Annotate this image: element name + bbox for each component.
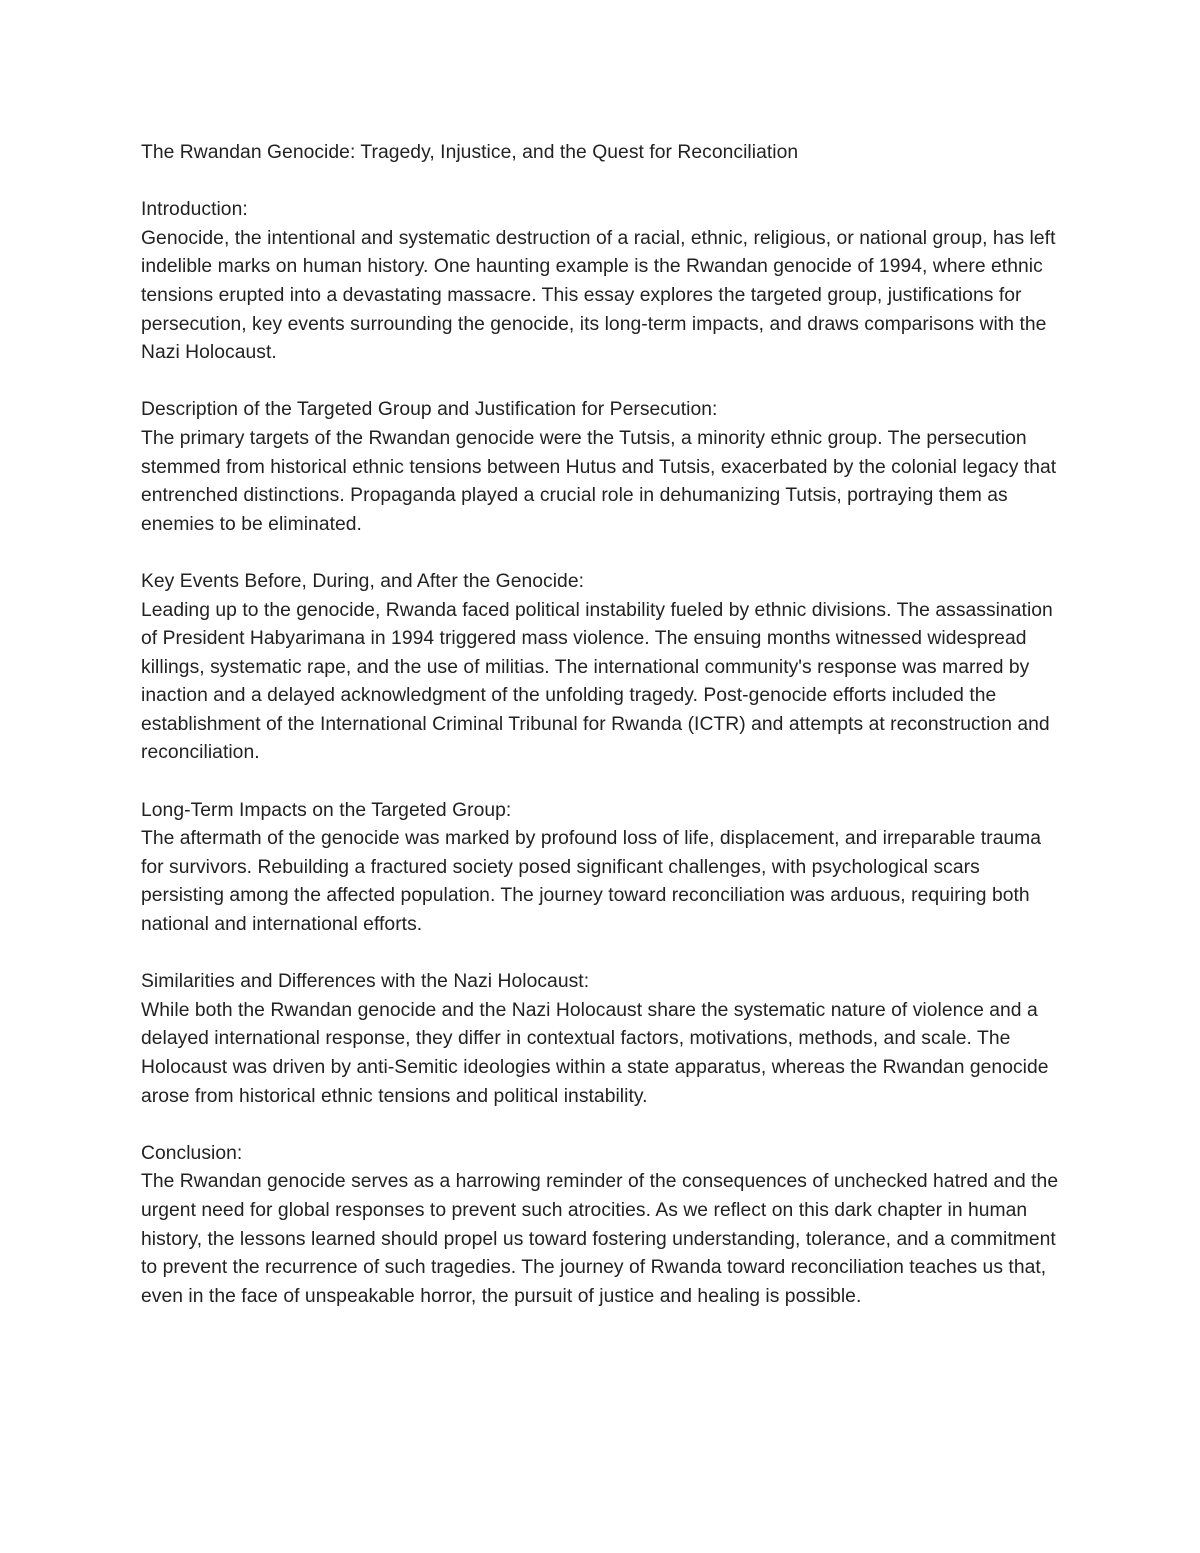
- section-paragraph: The Rwandan genocide serves as a harrowing reminder of the consequences of unchecked hatred and the urgent need for global responses to prevent such atrocities. As we reflect on this dark chapter in human history, the lessons learned should propel us toward fostering understanding, tolerance, and a commitment to prevent the recurrence of such tragedies. The journey of Rwanda toward reconciliation teaches us that, even in the face of unspeakable horror, the pursuit of justice and healing is possible.: [141, 1171, 1059, 1307]
- section-long-term-impacts: [141, 797, 1066, 940]
- section-heading: Introduction:: [141, 199, 248, 221]
- section-targeted-group: [141, 396, 1066, 539]
- section-heading: Description of the Targeted Group and Justification for Persecution:: [141, 399, 718, 421]
- section-introduction: [141, 196, 1066, 368]
- section-paragraph: While both the Rwandan genocide and the Nazi Holocaust share the systematic nature of violence and a delayed international response, they differ in contextual factors, motivations, methods, and scale. The Holocaust was driven by anti-Semitic ideologies within a state apparatus, whereas the Rwandan genocide arose from historical ethnic tensions and political instability.: [141, 999, 1049, 1107]
- section-paragraph: Genocide, the intentional and systematic destruction of a racial, ethnic, religious, or national group, has left indelible marks on human history. One haunting example is the Rwandan genocide of 1994, where ethnic tensions erupted into a devastating massacre. This essay explores the targeted group, justifications for persecution, key events surrounding the genocide, its long-term impacts, and draws comparisons with the Nazi Holocaust.: [141, 227, 1056, 364]
- section-key-events: [141, 568, 1066, 768]
- section-paragraph: Leading up to the genocide, Rwanda faced political instability fueled by ethnic divisions. The assassination of President Habyarimana in 1994 triggered mass violence. The ensuing months witnessed widespread killings, systematic rape, and the use of militias. The international community's response was marred by inaction and a delayed acknowledgment of the unfolding tragedy. Post-genocide efforts included the establishment of the International Criminal Tribunal for Rwanda (ICTR) and attempts at reconstruction and reconciliation.: [141, 599, 1053, 764]
- section-paragraph: The aftermath of the genocide was marked by profound loss of life, displacement, and irreparable trauma for survivors. Rebuilding a fractured society posed significant challenges, with psychological scars persisting among the affected population. The journey toward reconciliation was arduous, requiring both national and international efforts.: [141, 828, 1042, 936]
- document-title: The Rwandan Genocide: Tragedy, Injustice, and the Quest for Reconciliation: [141, 142, 799, 163]
- section-heading: Long-Term Impacts on the Targeted Group:: [141, 799, 512, 821]
- section-heading: Key Events Before, During, and After the Genocide:: [141, 570, 585, 592]
- section-holocaust-comparison: [141, 968, 1066, 1111]
- section-heading: Similarities and Differences with the Nazi Holocaust:: [141, 971, 590, 993]
- section-conclusion: [141, 1140, 1066, 1312]
- section-paragraph: The primary targets of the Rwandan genocide were the Tutsis, a minority ethnic group. The persecution stemmed from historical ethnic tensions between Hutus and Tutsis, exacerbated by the colonial legacy that entrenched distinctions. Propaganda played a crucial role in dehumanizing Tutsis, portraying them as enemies to be eliminated.: [141, 427, 1057, 535]
- document-body: [141, 139, 1066, 1311]
- section-heading: Conclusion:: [141, 1142, 243, 1164]
